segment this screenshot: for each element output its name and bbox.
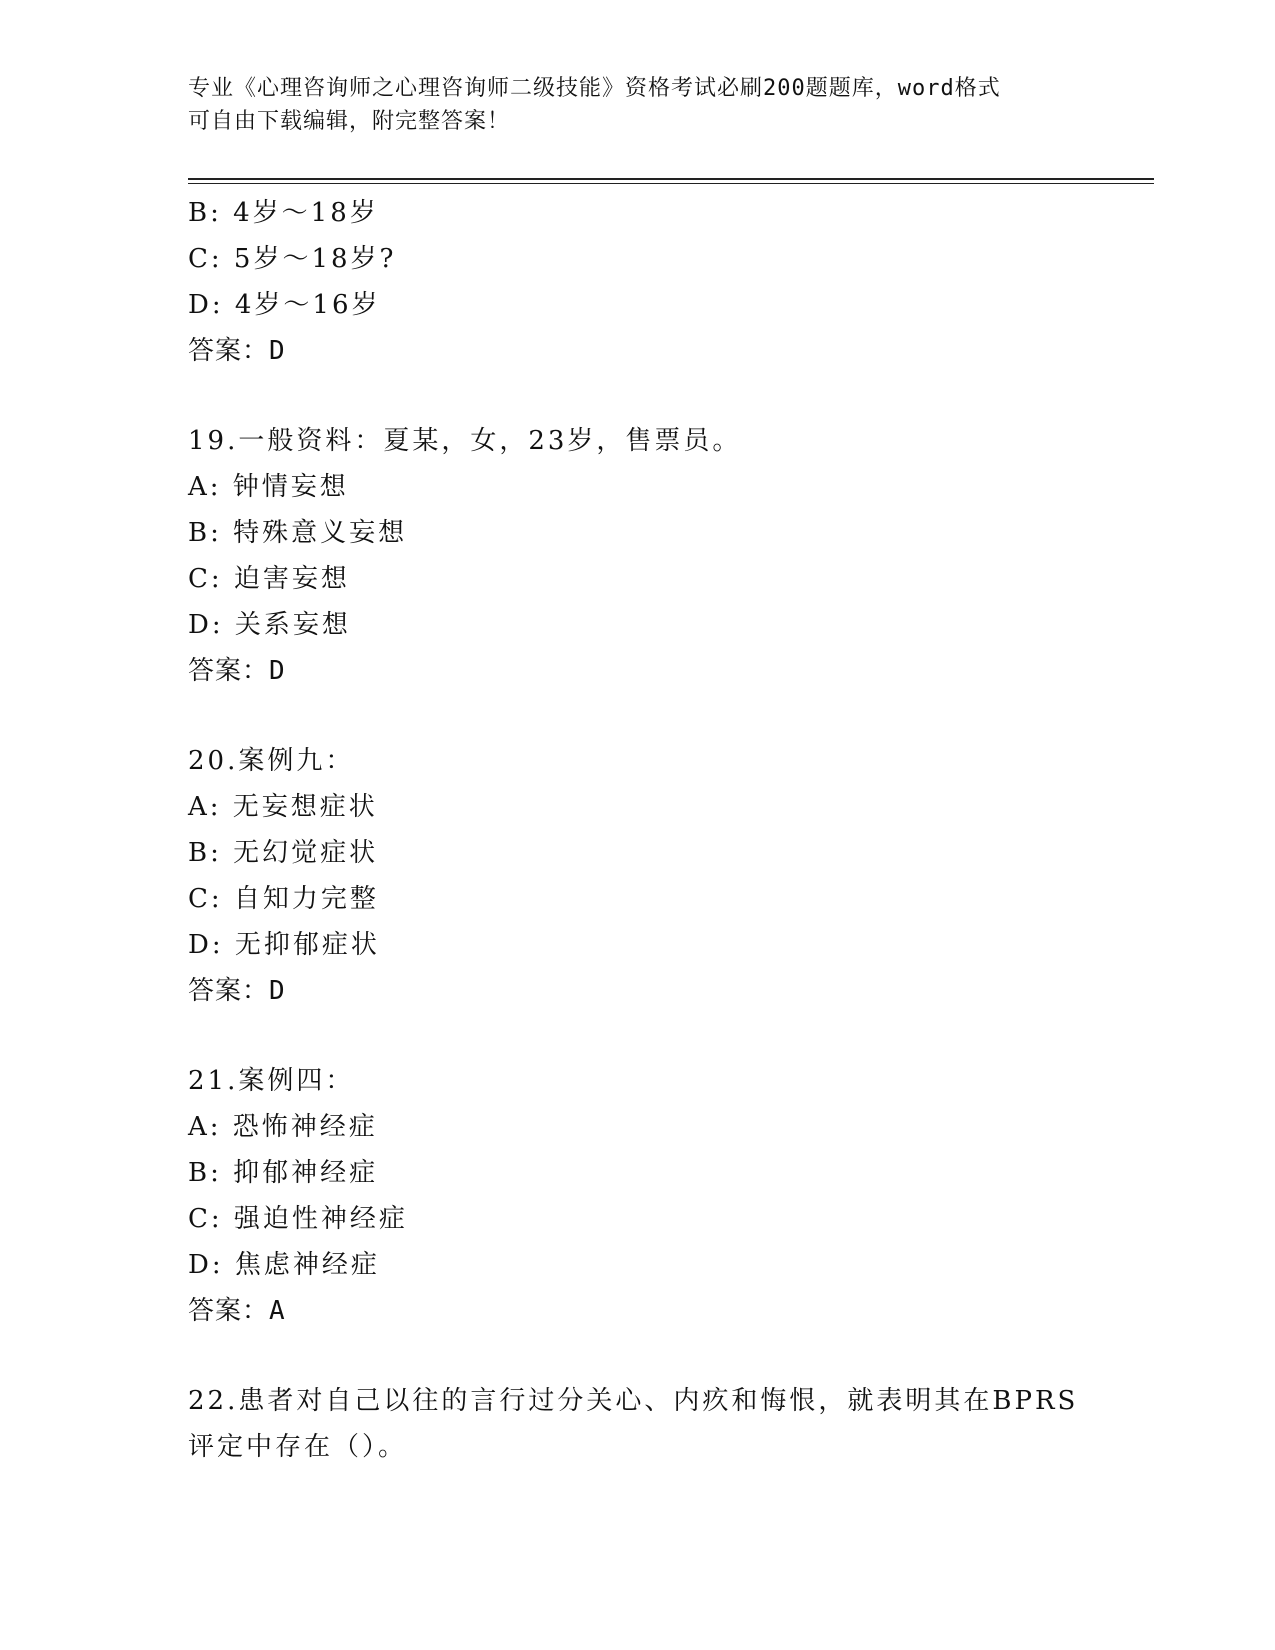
option-d: D: 4岁～16岁 bbox=[188, 290, 381, 320]
question-19 bbox=[188, 418, 1088, 694]
question-stem: 21.案例四： bbox=[188, 1066, 355, 1096]
question-18-tail bbox=[188, 190, 1088, 374]
option-b: B: 无幻觉症状 bbox=[188, 838, 379, 868]
option-c: C: 自知力完整 bbox=[188, 884, 379, 914]
option-a: A: 钟情妄想 bbox=[188, 472, 349, 502]
option-d: D: 关系妄想 bbox=[188, 610, 351, 640]
question-22 bbox=[188, 1378, 1088, 1470]
question-stem-line-1: 22.患者对自己以往的言行过分关心、内疚和悔恨，就表明其在BPRS bbox=[188, 1386, 1079, 1416]
option-c: C: 强迫性神经症 bbox=[188, 1204, 408, 1234]
document-header bbox=[188, 72, 1088, 138]
header-divider-thin bbox=[188, 183, 1154, 184]
option-b: B: 抑郁神经症 bbox=[188, 1158, 379, 1188]
option-b: B: 4岁～18岁 bbox=[188, 198, 379, 228]
question-stem: 19.一般资料：夏某，女，23岁，售票员。 bbox=[188, 426, 742, 456]
header-divider-thick bbox=[188, 178, 1154, 180]
option-d: D: 焦虑神经症 bbox=[188, 1250, 380, 1280]
question-20 bbox=[188, 738, 1088, 1014]
question-stem: 20.案例九： bbox=[188, 746, 355, 776]
question-21 bbox=[188, 1058, 1088, 1334]
answer: 答案：D bbox=[188, 656, 286, 686]
option-a: A: 恐怖神经症 bbox=[188, 1112, 378, 1142]
option-c: C: 迫害妄想 bbox=[188, 564, 350, 594]
option-c: C: 5岁～18岁? bbox=[188, 244, 397, 274]
option-b: B: 特殊意义妄想 bbox=[188, 518, 408, 548]
answer: 答案：D bbox=[188, 336, 286, 366]
option-a: A: 无妄想症状 bbox=[188, 792, 378, 822]
header-title-line-2: 可自由下载编辑，附完整答案！ bbox=[188, 109, 511, 134]
question-list bbox=[188, 190, 1088, 1470]
answer: 答案：A bbox=[188, 1296, 286, 1326]
option-d: D: 无抑郁症状 bbox=[188, 930, 380, 960]
question-stem-line-2: 评定中存在（）。 bbox=[188, 1432, 408, 1462]
answer: 答案：D bbox=[188, 976, 286, 1006]
header-title-line-1: 专业《心理咨询师之心理咨询师二级技能》资格考试必刷200题题库，word格式 bbox=[188, 76, 1001, 101]
